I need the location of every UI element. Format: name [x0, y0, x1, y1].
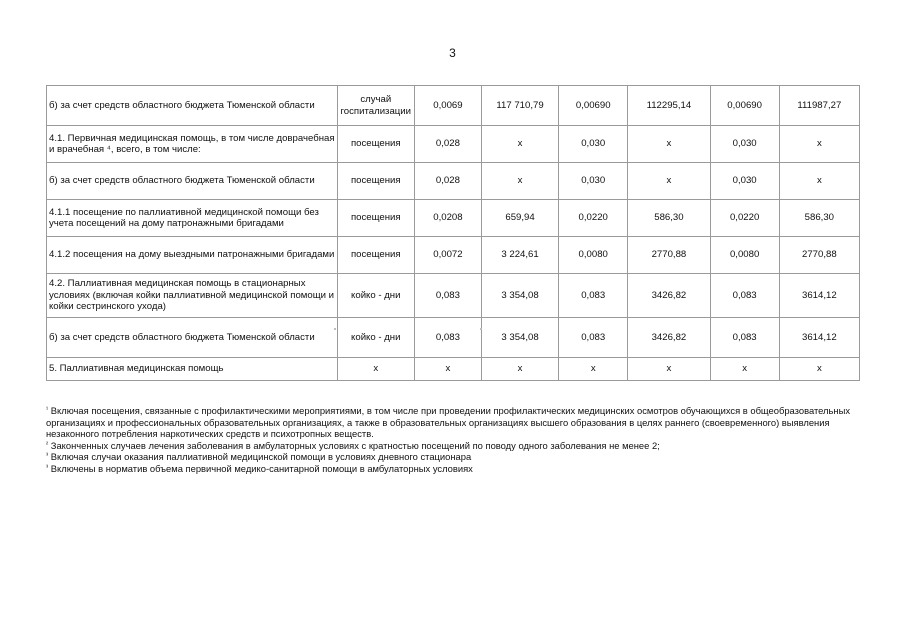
cell-value: х: [559, 358, 628, 381]
cell-value: 3 354,08: [481, 274, 558, 318]
footnote-text: Включая посещения, связанные с профилактическими мероприятиями, в том числе при проведении профилактических медицинских осмотров обучающихся в общеобразовательных организациях и профессиональных образовательных организациях, а также в образовательных организациях высшего образования в целях раннего (своевременного) выявления незаконного потребления наркотических средств и психотропных веществ.: [46, 405, 851, 440]
cell-value: х: [481, 163, 558, 200]
cell-value: х: [481, 126, 558, 163]
cell-value: 0,030: [559, 126, 628, 163]
cell-value: х: [628, 163, 710, 200]
cell-value: 659,94: [481, 200, 558, 237]
scan-speck: [480, 328, 482, 330]
row-name: 4.1.1 посещение по паллиативной медицинской помощи без учета посещений на дому патронажными бригадами: [47, 200, 338, 237]
row-name: 5. Паллиативная медицинская помощь: [47, 358, 338, 381]
cell-value: 0,083: [710, 274, 779, 318]
cell-value: 0,0220: [710, 200, 779, 237]
cell-value: 3614,12: [779, 274, 859, 318]
cell-value: 2770,88: [779, 237, 859, 274]
cell-value: 112295,14: [628, 86, 710, 126]
footnote-text: Включены в норматив объема первичной медико-санитарной помощи в амбулаторных условиях: [50, 462, 473, 474]
row-unit: посещения: [337, 200, 414, 237]
cell-value: 0,028: [414, 126, 481, 163]
cell-value: 0,0069: [414, 86, 481, 126]
cell-value: 3 224,61: [481, 237, 558, 274]
cell-value: 0,083: [559, 274, 628, 318]
row-unit: койко - дни: [337, 274, 414, 318]
footnote-mark: ²: [46, 440, 49, 448]
row-unit: посещения: [337, 237, 414, 274]
table-row: [47, 163, 860, 200]
cell-value: 0,083: [414, 318, 481, 358]
footnote-mark: ³: [46, 452, 49, 460]
table-row: [47, 86, 860, 126]
cell-value: х: [628, 126, 710, 163]
page-number: 3: [449, 46, 456, 60]
cell-value: х: [414, 358, 481, 381]
cell-value: 0,0080: [710, 237, 779, 274]
cell-value: 3426,82: [628, 318, 710, 358]
row-name: 4.1. Первичная медицинская помощь, в том числе доврачебная и врачебная ⁴, всего, в том числе:: [47, 126, 338, 163]
row-name: б) за счет средств областного бюджета Тюменской области: [47, 163, 338, 200]
table-row: [47, 126, 860, 163]
row-unit: посещения: [337, 126, 414, 163]
cell-value: 0,0080: [559, 237, 628, 274]
row-name: 4.1.2 посещения на дому выездными патронажными бригадами: [47, 237, 338, 274]
row-unit: койко - дни: [337, 318, 414, 358]
cell-value: 111987,27: [779, 86, 859, 126]
footnote: [46, 463, 864, 475]
cell-value: х: [779, 163, 859, 200]
footnote: [46, 405, 864, 440]
cell-value: х: [779, 358, 859, 381]
table-body: [47, 86, 860, 381]
cell-value: 0,030: [710, 163, 779, 200]
cell-value: х: [710, 358, 779, 381]
footnote-text: Законченных случаев лечения заболевания в амбулаторных условиях с кратностью посещений по поводу одного заболевания не менее 2;: [50, 439, 660, 451]
row-unit: случай госпитализации: [337, 86, 414, 126]
footnote-text: Включая случаи оказания паллиативной медицинской помощи в условиях дневного стационара: [50, 451, 472, 463]
table-row: [47, 200, 860, 237]
row-name: б) за счет средств областного бюджета Тюменской области: [47, 86, 338, 126]
cell-value: 0,00690: [559, 86, 628, 126]
cell-value: 3614,12: [779, 318, 859, 358]
cell-value: 586,30: [628, 200, 710, 237]
table-row: [47, 237, 860, 274]
cell-value: 0,083: [710, 318, 779, 358]
footnote: [46, 440, 864, 452]
cell-value: 117 710,79: [481, 86, 558, 126]
cell-value: 0,0072: [414, 237, 481, 274]
cell-value: 0,030: [559, 163, 628, 200]
cell-value: 0,030: [710, 126, 779, 163]
cell-value: 0,083: [414, 274, 481, 318]
cell-value: 0,0208: [414, 200, 481, 237]
footnote-mark: ¹: [46, 406, 49, 413]
table-row: [47, 358, 860, 381]
cell-value: 0,00690: [710, 86, 779, 126]
norms-table: [46, 85, 860, 381]
cell-value: 3426,82: [628, 274, 710, 318]
cell-value: 2770,88: [628, 237, 710, 274]
cell-value: х: [481, 358, 558, 381]
row-unit: посещения: [337, 163, 414, 200]
scan-speck: [334, 328, 336, 330]
cell-value: х: [628, 358, 710, 381]
table-row: [47, 274, 860, 318]
cell-value: 586,30: [779, 200, 859, 237]
cell-value: 0,0220: [559, 200, 628, 237]
row-name: б) за счет средств областного бюджета Тюменской области: [47, 318, 338, 358]
cell-value: 3 354,08: [481, 318, 558, 358]
cell-value: х: [779, 126, 859, 163]
footnotes: [46, 405, 864, 475]
table-row: [47, 318, 860, 358]
row-name: 4.2. Паллиативная медицинская помощь в стационарных условиях (включая койки паллиативной медицинской помощи и койки сестринского ухода): [47, 274, 338, 318]
row-unit: х: [337, 358, 414, 381]
footnote: [46, 451, 864, 463]
cell-value: 0,028: [414, 163, 481, 200]
cell-value: 0,083: [559, 318, 628, 358]
footnote-mark: ³: [46, 463, 49, 471]
